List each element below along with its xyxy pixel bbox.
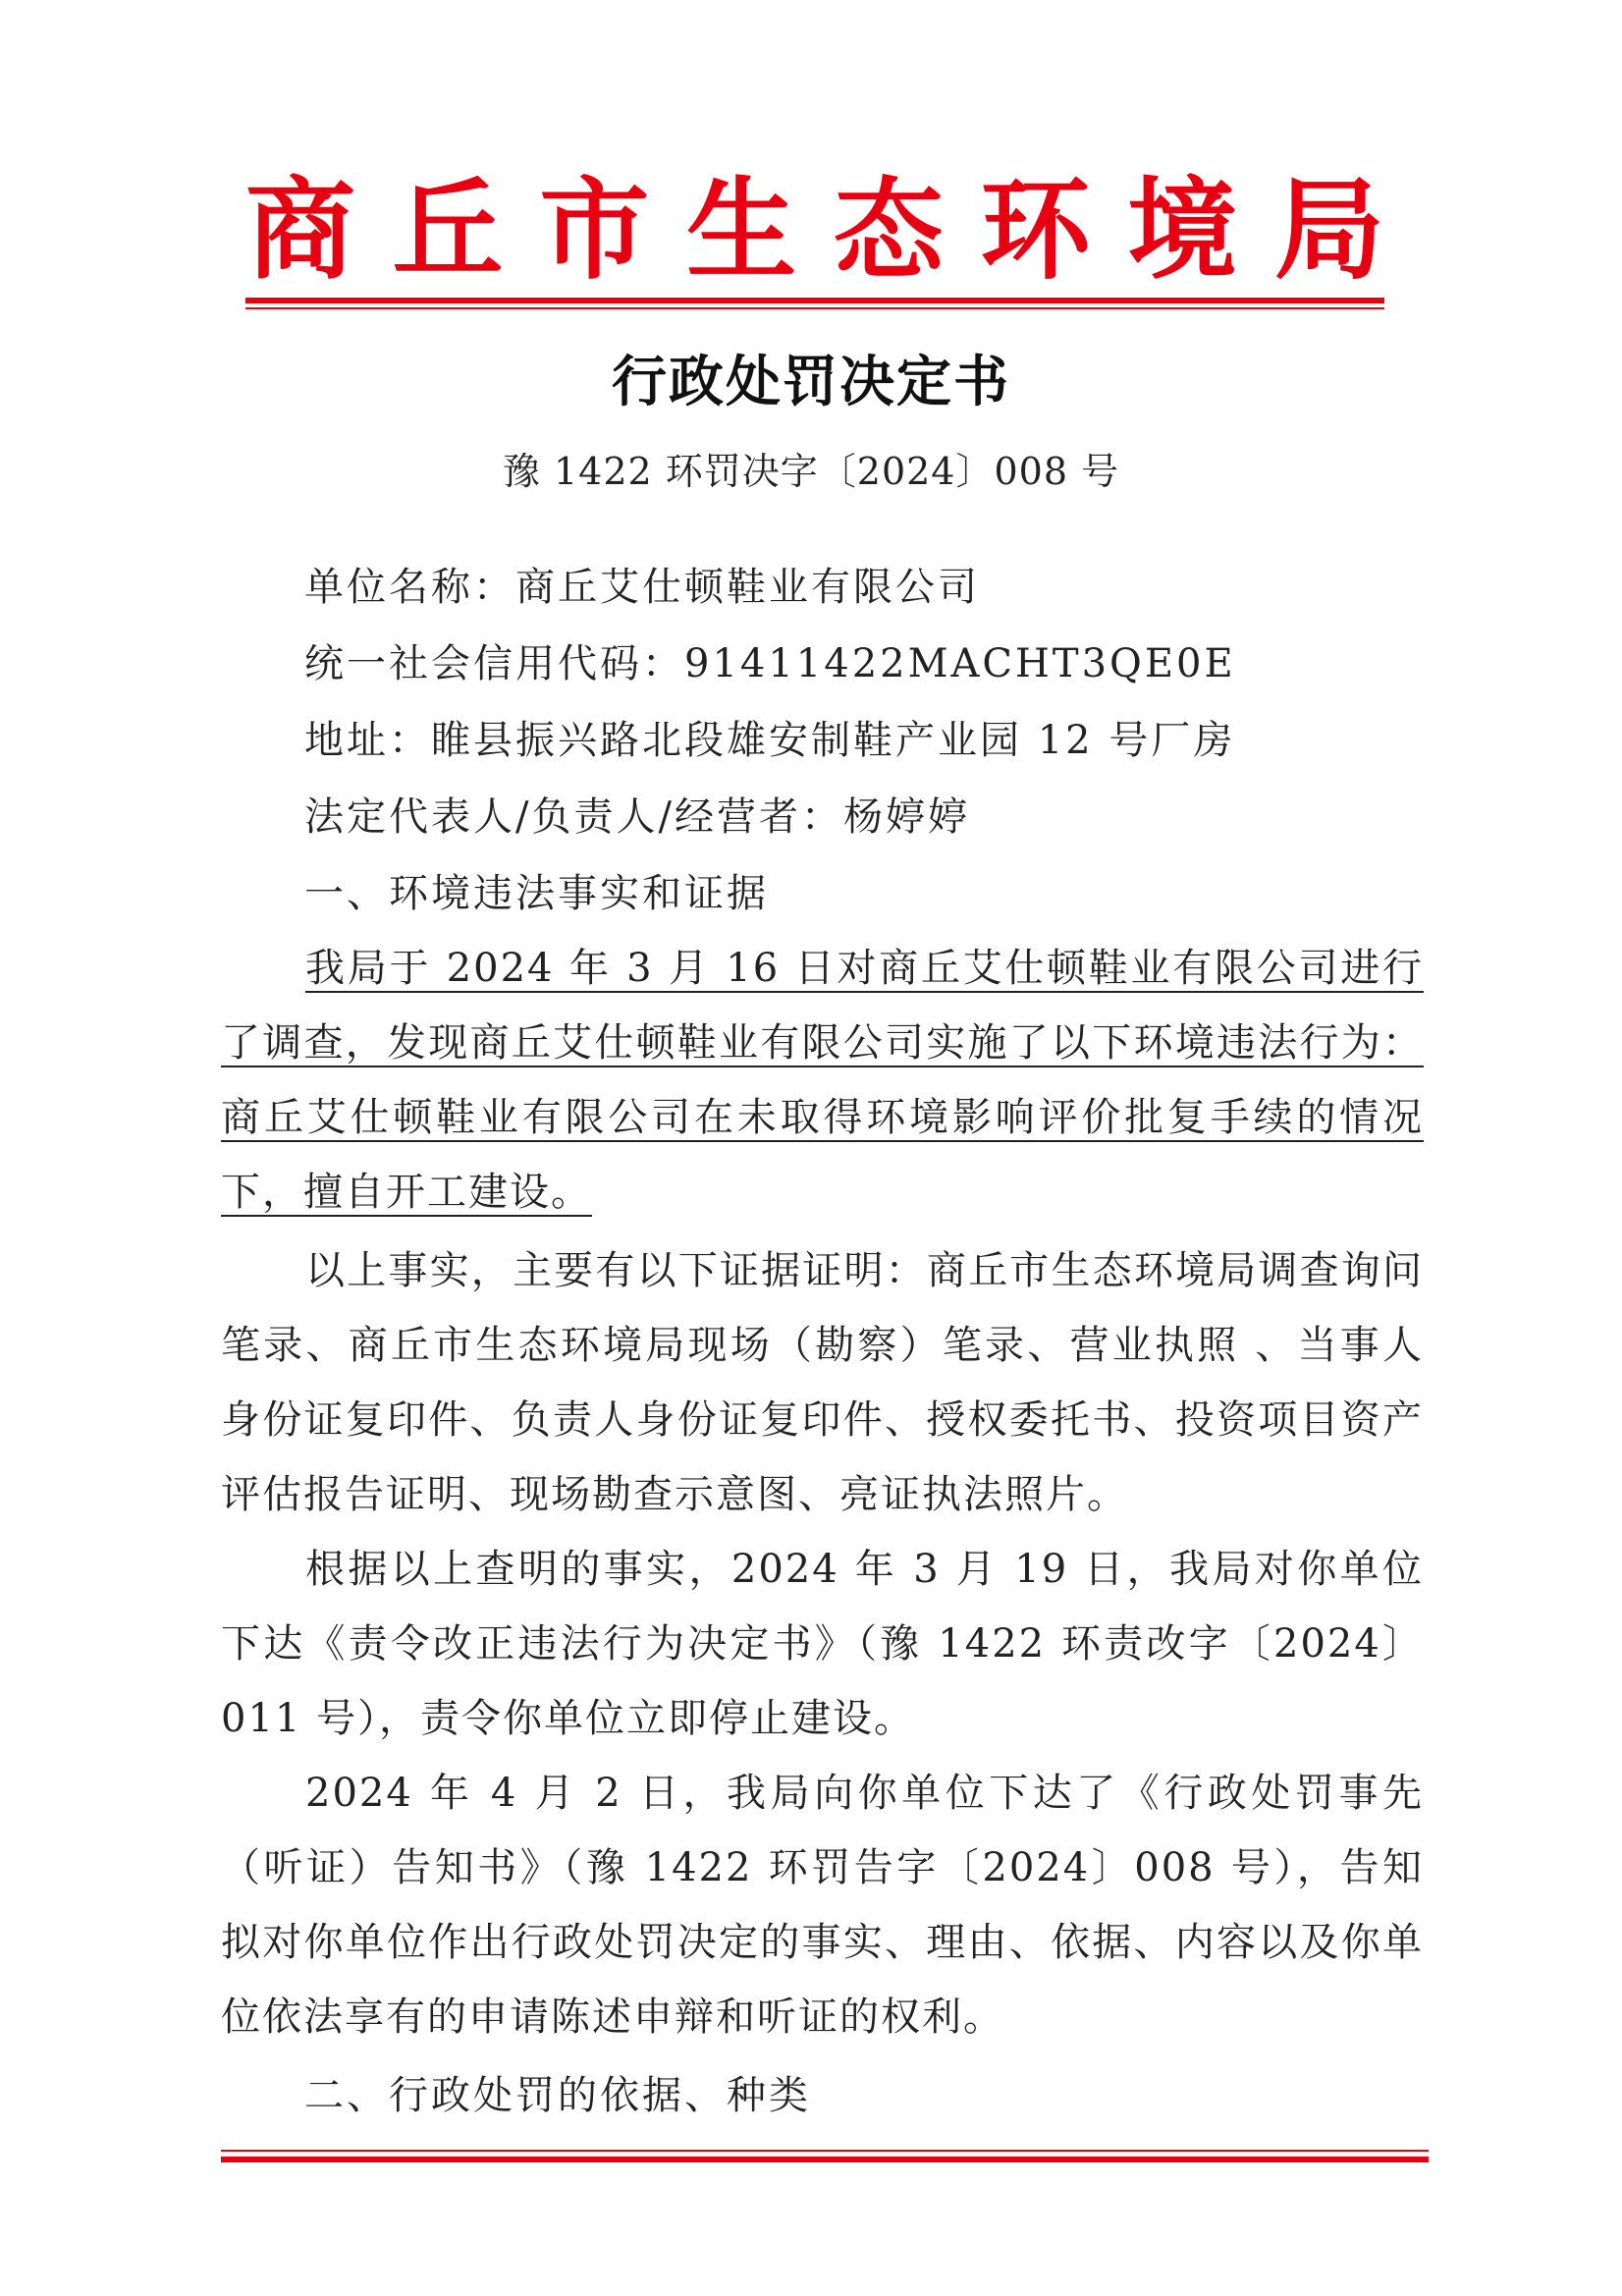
footer-rule-thin xyxy=(221,2150,1429,2152)
header-rule-thin xyxy=(245,307,1384,309)
document-number: 豫 1422 环罚决字〔2024〕008 号 xyxy=(502,450,1120,493)
unit-name-field: 单位名称：商丘艾仕顿鞋业有限公司 xyxy=(304,565,980,610)
footer-rule-thick xyxy=(221,2157,1429,2162)
facts-paragraph-text: 我局于 2024 年 3 月 16 日对商丘艾仕顿鞋业有限公司进行了调查，发现商丘艾仕顿鞋业有限公司实施了以下环境违法行为：商丘艾仕顿鞋业有限公司在未取得环境影响评价批复手续的情况下，擅自开工建设。 xyxy=(221,946,1424,1215)
document-title: 行政处罚决定书 xyxy=(612,351,1010,414)
representative-field: 法定代表人/负责人/经营者：杨婷婷 xyxy=(304,794,970,840)
agency-header-title: 商丘市生态环境局 xyxy=(245,166,1384,295)
rectification-order-paragraph: 根据以上查明的事实，2024 年 3 月 19 日，我局对你单位下达《责令改正违法行为决定书》（豫 1422 环责改字〔2024〕011 号），责令你单位立即停止建设。 xyxy=(221,1547,1424,1741)
facts-paragraph xyxy=(221,931,1424,1230)
hearing-notice-paragraph: 2024 年 4 月 2 日，我局向你单位下达了《行政处罚事先（听证）告知书》（豫 1422 环罚告字〔2024〕008 号），告知拟对你单位作出行政处罚决定的事实、理由、依据、内容以及你单位依法享有的申请陈述申辩和听证的权利。 xyxy=(221,1771,1424,2040)
evidence-paragraph: 以上事实，主要有以下证据证明：商丘市生态环境局调查询问笔录、商丘市生态环境局现场（勘察）笔录、营业执照 、当事人身份证复印件、负责人身份证复印件、授权委托书、投资项目资产评估报告证明、现场勘查示意图、亮证执法照片。 xyxy=(221,1248,1424,1517)
section-2-heading: 二、行政处罚的依据、种类 xyxy=(304,2073,811,2118)
credit-code-field: 统一社会信用代码：91411422MACHT3QE0E xyxy=(304,641,1236,686)
header-rule-thick xyxy=(245,298,1384,303)
address-field: 地址：睢县振兴路北段雄安制鞋产业园 12 号厂房 xyxy=(304,718,1236,763)
section-1-heading: 一、环境违法事实和证据 xyxy=(304,871,769,916)
